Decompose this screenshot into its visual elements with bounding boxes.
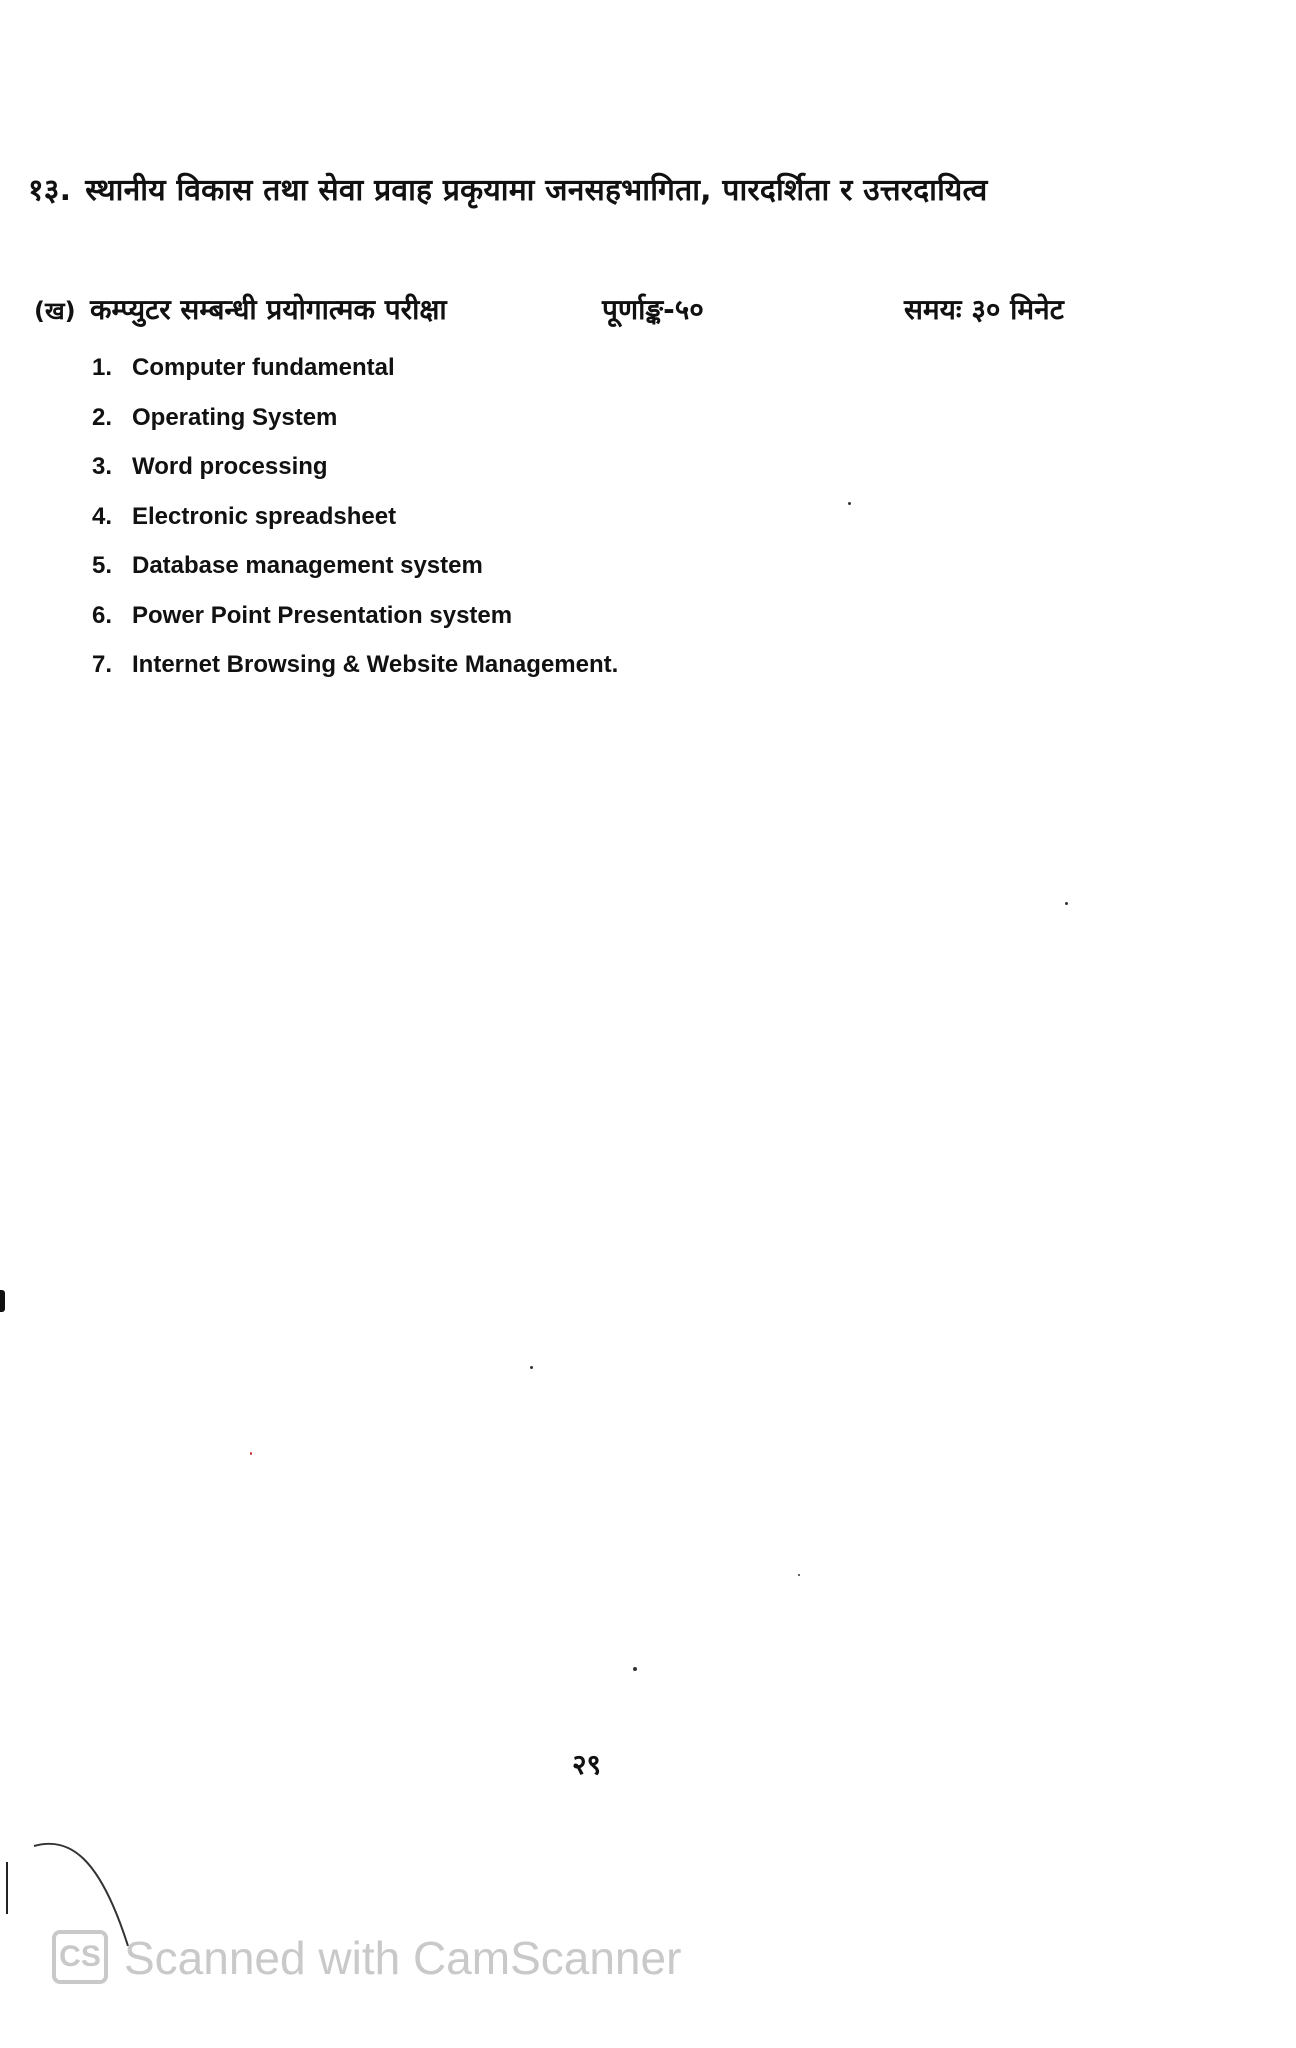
list-index: 2. [92, 403, 113, 431]
scan-speck [530, 1366, 533, 1369]
page-number: २९ [572, 1748, 602, 1781]
watermark-text: Scanned with CamScanner [124, 1932, 682, 1984]
scan-speck [633, 1667, 637, 1671]
list-item [92, 402, 618, 452]
camscanner-logo-icon: CS [52, 1930, 108, 1984]
list-index: 7. [92, 651, 113, 678]
list-index: 4. [92, 502, 113, 530]
list-label: Computer fundamental [132, 354, 395, 381]
list-item [92, 451, 618, 501]
item-number: १३. [28, 173, 72, 208]
scan-speck [798, 1574, 800, 1576]
list-label: Database management system [132, 552, 483, 579]
section-title: कम्प्युटर सम्बन्धी प्रयोगात्मक परीक्षा [90, 293, 447, 326]
scan-speck [250, 1452, 252, 1455]
list-item [92, 352, 618, 402]
section-header [0, 290, 1296, 334]
list-label: Power Point Presentation system [132, 601, 513, 629]
list-item [92, 649, 618, 699]
scan-edge-mark [0, 1290, 5, 1312]
item-text: स्थानीय विकास तथा सेवा प्रवाह प्रकृयामा जनसहभागिता, पारदर्शिता र उत्तरदायित्व [85, 173, 988, 208]
list-index: 6. [92, 601, 113, 629]
list-label: Operating System [132, 403, 338, 431]
list-index: 5. [92, 552, 113, 579]
scan-edge-line [6, 1862, 8, 1914]
list-index: 1. [92, 354, 113, 381]
topic-list [92, 352, 618, 699]
syllabus-item-13 [28, 168, 988, 209]
full-marks: पूर्णाङ्क-५० [602, 293, 704, 326]
list-label: Electronic spreadsheet [132, 502, 397, 530]
list-label: Internet Browsing & Website Management. [132, 651, 619, 678]
list-label: Word processing [132, 453, 328, 480]
section-marker: (ख) [34, 297, 76, 325]
list-item [92, 600, 618, 650]
exam-duration: समयः ३० मिनेट [904, 293, 1064, 326]
list-item [92, 550, 618, 600]
list-item [92, 501, 618, 551]
scan-speck [1065, 902, 1068, 905]
scan-speck [848, 502, 851, 505]
list-index: 3. [92, 453, 113, 480]
